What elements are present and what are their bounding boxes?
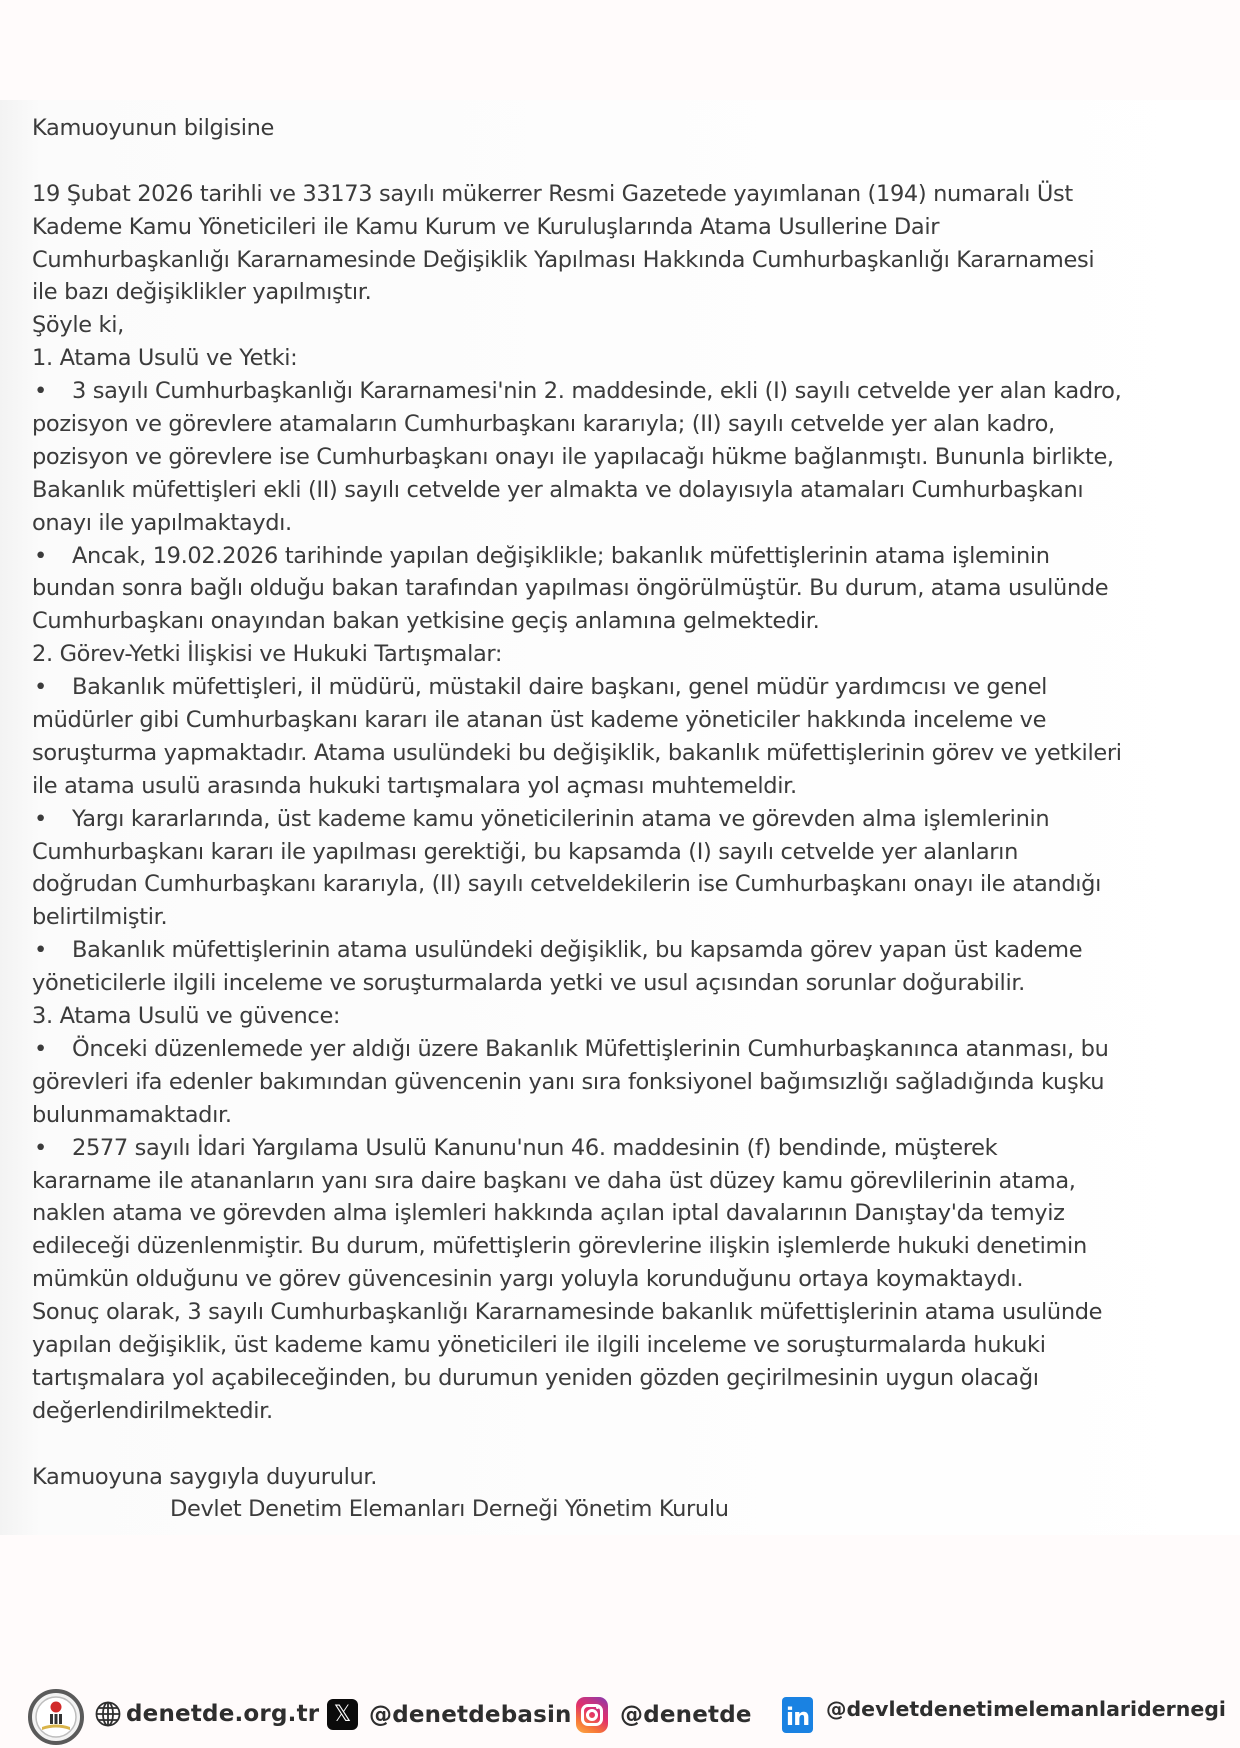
text-line: pozisyon ve görevlere ise Cumhurbaşkanı onayı ile yapılacağı hükme bağlanmıştı. Bununla birlikte,: [32, 443, 1114, 470]
text-line: 19 Şubat 2026 tarihli ve 33173 sayılı mükerrer Resmi Gazetede yayımlanan (194) numaralı Üst: [32, 180, 1073, 207]
instagram-lens: [586, 1709, 598, 1721]
text-line: edileceği düzenlenmiştir. Bu durum, müfettişlerin görevlerine ilişkin işlemlerde hukuki denetimin: [32, 1233, 1087, 1260]
text-line: onayı ile yapılmaktaydı.: [32, 509, 292, 536]
bullet-line: [32, 375, 1212, 408]
bullet-text: 3 sayılı Cumhurbaşkanlığı Kararnamesi'nin 2. maddesinde, ekli (I) sayılı cetvelde yer alan kadro,: [72, 378, 1122, 405]
bullet-icon: •: [34, 1134, 47, 1161]
bullet-text: Bakanlık müfettişleri, il müdürü, müstakil daire başkanı, genel müdür yardımcısı ve genel: [72, 674, 1048, 701]
instagram-handle: @denetde: [620, 1702, 752, 1728]
bullet-icon: •: [34, 1035, 47, 1062]
text-line: Sonuç olarak, 3 sayılı Cumhurbaşkanlığı Kararnamesinde bakanlık müfettişlerinin atama usulünde: [32, 1299, 1103, 1326]
bullet-text: Bakanlık müfettişlerinin atama usulündeki değişiklik, bu kapsamda görev yapan üst kademe: [72, 937, 1083, 964]
bullet-icon: •: [34, 937, 47, 964]
bullet-text: 2577 sayılı İdari Yargılama Usulü Kanunu'nun 46. maddesinin (f) bendinde, müşterek: [72, 1134, 998, 1161]
text-line: pozisyon ve görevlere atamaların Cumhurbaşkanı kararıyla; (II) sayılı cetvelde yer alan kadro,: [32, 411, 1055, 438]
bullet-text: Önceki düzenlemede yer aldığı üzere Bakanlık Müfettişlerinin Cumhurbaşkanınca atanması, bu: [72, 1035, 1109, 1062]
bullet-line: [32, 671, 1212, 704]
text-line: Cumhurbaşkanı onayından bakan yetkisine geçiş anlamına gelmektedir.: [32, 608, 820, 635]
text-line: belirtilmiştir.: [32, 904, 168, 931]
bullet-line: [32, 540, 1212, 573]
greeting: Kamuoyunun bilgisine: [32, 115, 274, 141]
text-line: tartışmalara yol açabileceğinden, bu durumun yeniden gözden geçirilmesinin uygun olacağı: [32, 1364, 1039, 1391]
website-link[interactable]: [95, 1701, 319, 1727]
text-line: müdürler gibi Cumhurbaşkanı kararı ile atanan üst kademe yöneticiler hakkında inceleme ve: [32, 707, 1047, 734]
text-line: Şöyle ki,: [32, 312, 124, 339]
bullet-icon: •: [34, 674, 47, 701]
blank-line: [32, 145, 1212, 178]
blank-line: [32, 1428, 1212, 1461]
bullet-line: [32, 1033, 1212, 1066]
bullet-icon: •: [34, 378, 47, 405]
text-line: Kademe Kamu Yöneticileri ile Kamu Kurum ve Kuruluşlarında Atama Usullerine Dair: [32, 213, 940, 240]
bullet-line: [32, 1132, 1212, 1165]
text-line: Bakanlık müfettişleri ekli (II) sayılı cetvelde yer almakta ve dolayısıyla atamaları Cumhurbaşkanı: [32, 476, 1084, 503]
association-logo-icon: [27, 1689, 85, 1745]
instagram-account-link[interactable]: [576, 1697, 752, 1733]
text-line: bundan sonra bağlı olduğu bakan tarafından yapılması öngörülmüştür. Bu durum, atama usulünde: [32, 575, 1109, 602]
linkedin-handle: @devletdenetimelemanlaridernegi: [826, 1697, 1226, 1721]
bullet-text: Yargı kararlarında, üst kademe kamu yöneticilerinin atama ve görevden alma işlemlerinin: [72, 805, 1050, 832]
text-line: yöneticilerle ilgili inceleme ve soruşturmalarda yetki ve usul açısından sorunlar doğurabilir.: [32, 970, 1025, 997]
text-line: naklen atama ve görevden alma işlemleri hakkında açılan iptal davalarının Danıştay'da temyiz: [32, 1200, 1065, 1227]
bullet-line: [32, 803, 1212, 836]
bullet-text: Ancak, 19.02.2026 tarihinde yapılan değişiklikle; bakanlık müfettişlerinin atama işleminin: [72, 542, 1050, 569]
text-line: ile bazı değişiklikler yapılmıştır.: [32, 279, 372, 306]
announcement-document: [0, 100, 1240, 1535]
bullet-line: [32, 934, 1212, 967]
text-line: mümkün olduğunu ve görev güvencesinin yargı yoluyla korunduğunu ortaya koymaktaydı.: [32, 1266, 1024, 1293]
text-line: bulunmamaktadır.: [32, 1101, 232, 1128]
section-heading: 2. Görev-Yetki İlişkisi ve Hukuki Tartışmalar:: [32, 641, 503, 668]
x-handle: @denetdebasin: [369, 1701, 572, 1728]
closing-text: Kamuoyuna saygıyla duyurulur.: [32, 1463, 378, 1490]
document-body: [32, 112, 1212, 1526]
text-line: Cumhurbaşkanı kararı ile yapılması gerektiği, bu kapsamda (I) sayılı cetvelde yer alanların: [32, 838, 1018, 865]
instagram-dot: [596, 1706, 599, 1709]
x-logo-icon: 𝕏: [327, 1699, 358, 1730]
bullet-icon: •: [34, 805, 47, 832]
text-line: yapılan değişiklik, üst kademe kamu yöneticileri ile ilgili inceleme ve soruşturmalarda hukuki: [32, 1331, 1046, 1358]
website-text: denetde.org.tr: [126, 1701, 320, 1727]
globe-icon: [95, 1701, 121, 1727]
linkedin-icon: in: [782, 1697, 813, 1733]
footer-bar: [0, 1680, 1240, 1748]
signature: Devlet Denetim Elemanları Derneği Yönetim Kurulu: [170, 1496, 729, 1523]
x-account-link[interactable]: [327, 1699, 572, 1730]
text-line: Cumhurbaşkanlığı Kararnamesinde Değişiklik Yapılması Hakkında Cumhurbaşkanlığı Kararnamesi: [32, 246, 1095, 273]
linkedin-account-link[interactable]: [782, 1697, 1226, 1733]
section-heading: 1. Atama Usulü ve Yetki:: [32, 345, 298, 372]
text-line: soruşturma yapmaktadır. Atama usulündeki bu değişiklik, bakanlık müfettişlerinin görev ve yetkileri: [32, 739, 1122, 766]
instagram-icon: [576, 1697, 608, 1733]
text-line: değerlendirilmektedir.: [32, 1397, 273, 1424]
document-lines: [32, 178, 1212, 1428]
text-line: ile atama usulü arasında hukuki tartışmalara yol açması muhtemeldir.: [32, 772, 797, 799]
text-line: doğrudan Cumhurbaşkanı kararıyla, (II) sayılı cetveldekilerin ise Cumhurbaşkanı onayı ile atandığı: [32, 871, 1102, 898]
text-line: görevleri ifa edenler bakımından güvencenin yanı sıra fonksiyonel bağımsızlığı sağladığında kuşku: [32, 1068, 1105, 1095]
bullet-icon: •: [34, 542, 47, 569]
section-heading: 3. Atama Usulü ve güvence:: [32, 1003, 341, 1030]
text-line: kararname ile atananların yanı sıra daire başkanı ve daha üst düzey kamu görevlilerinin atama,: [32, 1167, 1076, 1194]
